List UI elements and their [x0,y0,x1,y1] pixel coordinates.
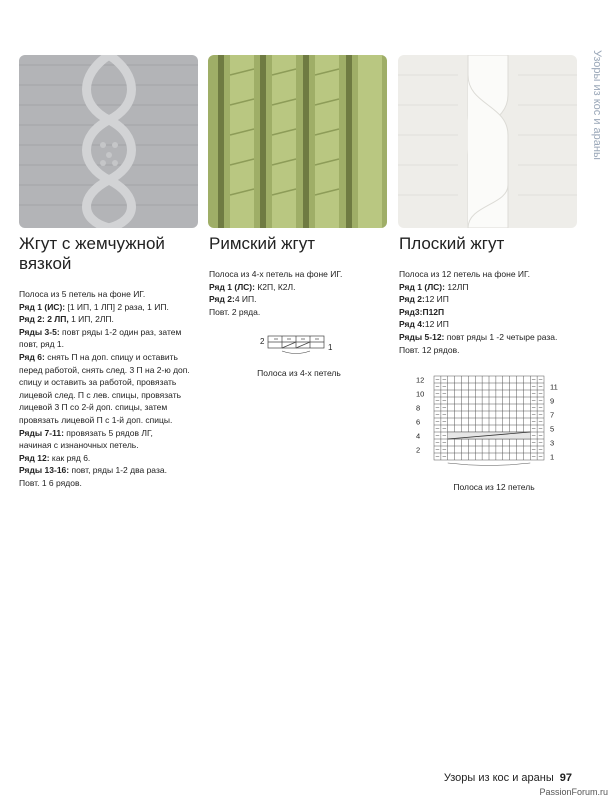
row-text: К2П, К2Л. [254,281,296,292]
flat-chart-caption: Полоса из 12 петель [453,482,535,492]
row-text: перед работой, снять след. 3 П на 2-ю доп. [19,364,190,375]
page-footer [444,772,572,784]
row-text: 12 ИП [424,319,449,330]
row-label: Ряд 1 (ИС): [19,301,66,312]
instruction-line [19,452,204,465]
instruction-line [209,268,394,281]
chart-row-label: 10 [416,389,425,399]
instruction-line [399,331,584,344]
row-text: повт ряды 1-2 один раз, затем [59,326,182,337]
watermark: PassionForum.ru [539,787,608,797]
chart-row-label: 9 [550,396,555,406]
row-text: спицу и оставить за работой, провязать [19,377,177,388]
chart-row-label: 11 [550,382,558,392]
chart-row-label: 2 [260,337,265,346]
row-text: лицевой след. П с лев. спицы, провязать [19,389,182,400]
row-text: Полоса из 4-х петель на фоне ИГ. [209,269,343,279]
row-text: повт ряды 1 -2 четыре раза. [444,331,558,342]
instruction-line [19,401,204,414]
pattern-instructions [19,288,204,490]
row-label: Ряд 2: 2 ЛП, [19,314,69,325]
instruction-line [399,293,584,306]
row-text: [1 ИП, 1 ЛП] 2 раза, 1 ИП. [65,301,169,312]
instruction-line [19,439,204,452]
row-text: Полоса из 5 петель на фоне ИГ. [19,289,146,299]
instruction-line [19,364,204,377]
row-text: Повт. 1 6 рядов. [19,477,82,488]
row-label: Ряды 5-12: [399,331,445,342]
row-text: 12 ИП [424,294,449,305]
row-text: провязать лицевой П с 1-й доп. спицы. [19,414,173,425]
chart-row-label: 3 [550,438,555,448]
row-text: лицевой 3 П со 2-й доп. спицы, затем [19,402,168,413]
instruction-line [19,351,204,364]
instruction-line [399,268,584,281]
row-text: провязать 5 рядов ЛГ, [63,427,153,438]
side-section-title: Узоры из кос и араны [591,50,603,160]
instruction-line [399,318,584,331]
white-cable-swatch-photo [398,55,577,228]
chart-row-label: 6 [416,417,421,427]
pattern-instructions [399,268,584,356]
roman-cable-chart [254,332,344,360]
pattern-title: Римский жгут [209,234,316,253]
chart-row-label: 2 [416,445,421,455]
row-text: снять П на доп. спицу и оставить [44,351,178,362]
row-text: Повт. 12 рядов. [399,344,460,355]
row-text: 4 ИП. [234,294,257,305]
row-label: Ряды 13-16: [19,465,70,476]
instruction-line [19,427,204,440]
chart-row-label: 8 [416,403,421,413]
pattern-roman-cable [209,234,394,318]
row-label: Ряд3:П12П [399,306,445,317]
row-label: Ряд 4: [399,319,425,330]
instruction-line [19,288,204,301]
instruction-line [19,477,204,490]
instruction-line [19,464,204,477]
chart-row-label: 4 [416,431,421,441]
instruction-line [209,293,394,306]
chart-row-label: 1 [328,343,333,352]
pattern-title: Плоский жгут [399,234,505,253]
instruction-line [19,389,204,402]
instruction-line [19,301,204,314]
roman-chart-caption: Полоса из 4-х петель [257,368,341,378]
chart-row-label: 12 [416,375,425,385]
green-rib-swatch-photo [208,55,387,228]
row-text: Повт. 2 ряда. [209,306,261,317]
instruction-line [19,313,204,326]
chart-row-label: 5 [550,424,555,434]
grey-cable-swatch-photo [19,55,198,228]
row-text: повт, ряды 1-2 два раза. [69,465,167,476]
instruction-line [19,376,204,389]
row-label: Ряд 12: [19,452,50,463]
row-label: Ряды 7-11: [19,427,64,438]
chart-row-label: 7 [550,410,555,420]
page-number: 97 [559,772,572,784]
instruction-line [19,326,204,339]
pattern-title: Жгут с жемчужной вязкой [19,234,165,273]
pattern-pearl-cable [19,234,204,490]
row-text: 12ЛП [444,281,469,292]
chart-row-label: 1 [550,452,555,462]
row-text: начиная с изнаночных петель. [19,440,139,451]
instruction-line [399,344,584,357]
instruction-line [399,306,584,319]
row-label: Ряд 1 (ЛС): [209,281,255,292]
row-text: повт, ряд 1. [19,339,64,350]
row-label: Ряд 2: [209,294,235,305]
instruction-line [19,414,204,427]
instruction-line [19,338,204,351]
row-text: 1 ИП, 2ЛП. [68,314,114,325]
flat-cable-chart [412,370,562,470]
pattern-flat-cable [399,234,584,356]
instruction-line [209,281,394,294]
pattern-instructions [209,268,394,318]
instruction-line [399,281,584,294]
instruction-line [209,306,394,319]
row-text: как ряд 6. [49,452,91,463]
row-text: Полоса из 12 петель на фоне ИГ. [399,269,530,279]
row-label: Ряды 3-5: [19,326,60,337]
row-label: Ряд 2: [399,294,425,305]
row-label: Ряд 1 (ЛС): [399,281,445,292]
footer-section: Узоры из кос и араны [443,772,554,784]
row-label: Ряд 6: [19,351,45,362]
